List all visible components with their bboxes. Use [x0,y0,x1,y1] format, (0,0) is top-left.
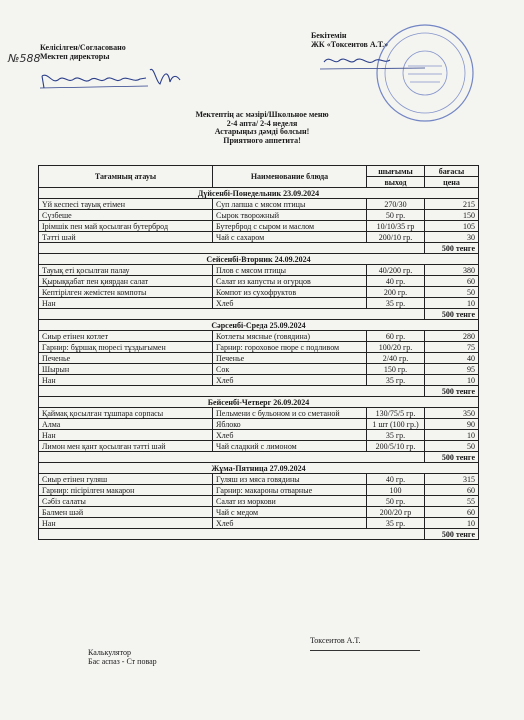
dish-name-kz: Кептірілген жемістен компоты [39,287,213,298]
dish-yield: 35 гр. [367,375,425,386]
day-total-row [39,529,479,540]
dish-name-kz: Шырын [39,364,213,375]
col-header-yield-ru: выход [367,177,425,188]
dish-yield: 100/20 гр. [367,342,425,353]
day-total: 500 тенге [425,452,479,463]
dish-yield: 100 [367,485,425,496]
dish-name-ru: Печенье [213,353,367,364]
table-row [39,221,479,232]
dish-name-kz: Гарнир: бұршақ пюресі тұздығымен [39,342,213,353]
dish-name-kz: Лимон мен қант қосылған тәтті шәй [39,441,213,452]
table-row [39,353,479,364]
table-row [39,276,479,287]
dish-price: 95 [425,364,479,375]
dish-yield: 60 гр. [367,331,425,342]
col-header-kz: Тағамның атауы [39,166,213,188]
table-row [39,342,479,353]
day-total-row [39,243,479,254]
dish-yield: 200/10 гр. [367,232,425,243]
dish-name-kz: Сүзбеше [39,210,213,221]
agreed-label: Келісілген/Согласовано [40,43,126,52]
dish-price: 50 [425,441,479,452]
total-spacer [39,386,425,397]
dish-name-ru: Бутерброд с сыром и маслом [213,221,367,232]
day-total: 500 тенге [425,309,479,320]
dish-yield: 35 гр. [367,298,425,309]
dish-name-ru: Чай с медом [213,507,367,518]
dish-price: 55 [425,496,479,507]
day-header-row [39,254,479,265]
chef-label: Бас аспаз - Ст повар [88,657,157,666]
dish-yield: 40 гр. [367,474,425,485]
dish-name-kz: Сиыр етінен котлет [39,331,213,342]
dish-name-kz: Сиыр етінен гуляш [39,474,213,485]
dish-name-kz: Тәтті шәй [39,232,213,243]
table-row [39,419,479,430]
dish-yield: 35 гр. [367,430,425,441]
approve-label: Бекітемін [311,31,347,40]
dish-price: 50 [425,287,479,298]
dish-name-kz: Нан [39,430,213,441]
dish-name-kz: Нан [39,375,213,386]
dish-price: 60 [425,485,479,496]
table-row [39,408,479,419]
dish-price: 10 [425,375,479,386]
dish-name-ru: Гарнир: макароны отварные [213,485,367,496]
menu-title: Мектептің ас мәзірі/Школьное меню [195,110,329,119]
col-header-price-kz: бағасы [425,166,479,177]
dish-price: 150 [425,210,479,221]
table-header-row-1 [39,166,479,177]
table-row [39,287,479,298]
dish-name-kz: Қырыққабат пен қиярдан салат [39,276,213,287]
col-header-price-ru: цена [425,177,479,188]
table-row [39,485,479,496]
dish-yield: 35 гр. [367,518,425,529]
table-row [39,298,479,309]
dish-price: 380 [425,265,479,276]
director-signature [38,62,188,92]
day-title: Жұма-Пятница 27.09.2024 [39,463,479,474]
dish-yield: 10/10/35 гр [367,221,425,232]
dish-name-ru: Пельмени с бульоном и со сметаной [213,408,367,419]
dish-name-kz: Қаймақ қосылған тұшпара сорпасы [39,408,213,419]
dish-name-ru: Сырок творожный [213,210,367,221]
dish-yield: 2/40 гр. [367,353,425,364]
table-row [39,375,479,386]
dish-price: 10 [425,298,479,309]
footer-signature-line [310,650,420,651]
day-total: 500 тенге [425,529,479,540]
menu-body [39,188,479,540]
dish-price: 105 [425,221,479,232]
dish-price: 10 [425,518,479,529]
dish-price: 350 [425,408,479,419]
day-header-row [39,320,479,331]
day-total-row [39,386,479,397]
dish-name-ru: Гуляш из мяса говядины [213,474,367,485]
table-row [39,474,479,485]
day-total: 500 тенге [425,243,479,254]
day-total: 500 тенге [425,386,479,397]
menu-table [38,165,479,540]
day-header-row [39,188,479,199]
menu-title-block [0,111,524,145]
table-row [39,507,479,518]
dish-price: 60 [425,507,479,518]
greeting-kz: Астарыңыз дәмді болсын! [214,127,310,136]
dish-name-ru: Хлеб [213,298,367,309]
table-row [39,364,479,375]
dish-yield: 40/200 гр. [367,265,425,276]
dish-yield: 130/75/5 гр. [367,408,425,419]
day-header-row [39,463,479,474]
table-row [39,441,479,452]
table-row [39,265,479,276]
dish-name-kz: Үй кеспесі тауық етімен [39,199,213,210]
dish-name-ru: Котлеты мясные (говядина) [213,331,367,342]
dish-name-kz: Тауық еті қосылған палау [39,265,213,276]
dish-name-kz: Сәбіз салаты [39,496,213,507]
dish-name-ru: Чай сладкий с лимоном [213,441,367,452]
table-row [39,232,479,243]
dish-name-ru: Хлеб [213,430,367,441]
dish-name-ru: Компот из сухофруктов [213,287,367,298]
day-title: Дүйсенбі-Понедельник 23.09.2024 [39,188,479,199]
director-label: Мектеп директоры [40,52,110,61]
footer-left [88,648,157,666]
table-row [39,496,479,507]
dish-name-ru: Салат из капусты и огурцов [213,276,367,287]
col-header-ru: Наименование блюда [213,166,367,188]
dish-name-ru: Гарнир: гороховое пюре с подливом [213,342,367,353]
day-title: Сәрсенбі-Среда 25.09.2024 [39,320,479,331]
dish-price: 40 [425,353,479,364]
table-row [39,430,479,441]
approval-left-block [40,43,126,61]
dish-name-kz: Алма [39,419,213,430]
entrepreneur-label: ЖК «Токсеитов А.Т.» [311,40,389,49]
day-title: Бейсенбі-Четверг 26.09.2024 [39,397,479,408]
dish-price: 10 [425,430,479,441]
dish-yield: 200/20 гр [367,507,425,518]
day-title: Сейсенбі-Вторник 24.09.2024 [39,254,479,265]
dish-name-kz: Нан [39,518,213,529]
dish-price: 90 [425,419,479,430]
dish-price: 60 [425,276,479,287]
total-spacer [39,309,425,320]
table-row [39,518,479,529]
dish-name-ru: Яблоко [213,419,367,430]
dish-name-kz: Ірімшік пен май қосылған бутерброд [39,221,213,232]
dish-name-ru: Салат из моркови [213,496,367,507]
dish-yield: 1 шт (100 гр.) [367,419,425,430]
dish-yield: 200/5/10 гр. [367,441,425,452]
dish-name-ru: Плов с мясом птицы [213,265,367,276]
calculator-label: Калькулятор [88,648,131,657]
dish-price: 280 [425,331,479,342]
dish-name-ru: Сок [213,364,367,375]
dish-name-ru: Суп лапша с мясом птицы [213,199,367,210]
total-spacer [39,529,425,540]
day-header-row [39,397,479,408]
dish-yield: 50 гр. [367,210,425,221]
dish-price: 315 [425,474,479,485]
day-total-row [39,309,479,320]
dish-yield: 270/30 [367,199,425,210]
dish-yield: 50 гр. [367,496,425,507]
dish-name-kz: Нан [39,298,213,309]
total-spacer [39,452,425,463]
document-number: №588 [8,52,41,65]
dish-yield: 40 гр. [367,276,425,287]
dish-yield: 150 гр. [367,364,425,375]
day-total-row [39,452,479,463]
dish-yield: 200 гр. [367,287,425,298]
dish-name-kz: Печенье [39,353,213,364]
table-row [39,199,479,210]
dish-price: 30 [425,232,479,243]
dish-name-ru: Чай с сахаром [213,232,367,243]
dish-name-ru: Хлеб [213,518,367,529]
dish-name-kz: Балмен шәй [39,507,213,518]
menu-week: 2-4 апта/ 2-4 неделя [226,118,298,128]
dish-name-ru: Хлеб [213,375,367,386]
greeting-ru: Приятного аппетита! [223,135,301,145]
dish-price: 215 [425,199,479,210]
dish-price: 75 [425,342,479,353]
total-spacer [39,243,425,254]
footer-signer-name: Токсеитов А.Т. [310,636,361,645]
table-row [39,331,479,342]
dish-name-kz: Гарнир: пісірілген макарон [39,485,213,496]
table-row [39,210,479,221]
col-header-yield-kz: шығымы [367,166,425,177]
